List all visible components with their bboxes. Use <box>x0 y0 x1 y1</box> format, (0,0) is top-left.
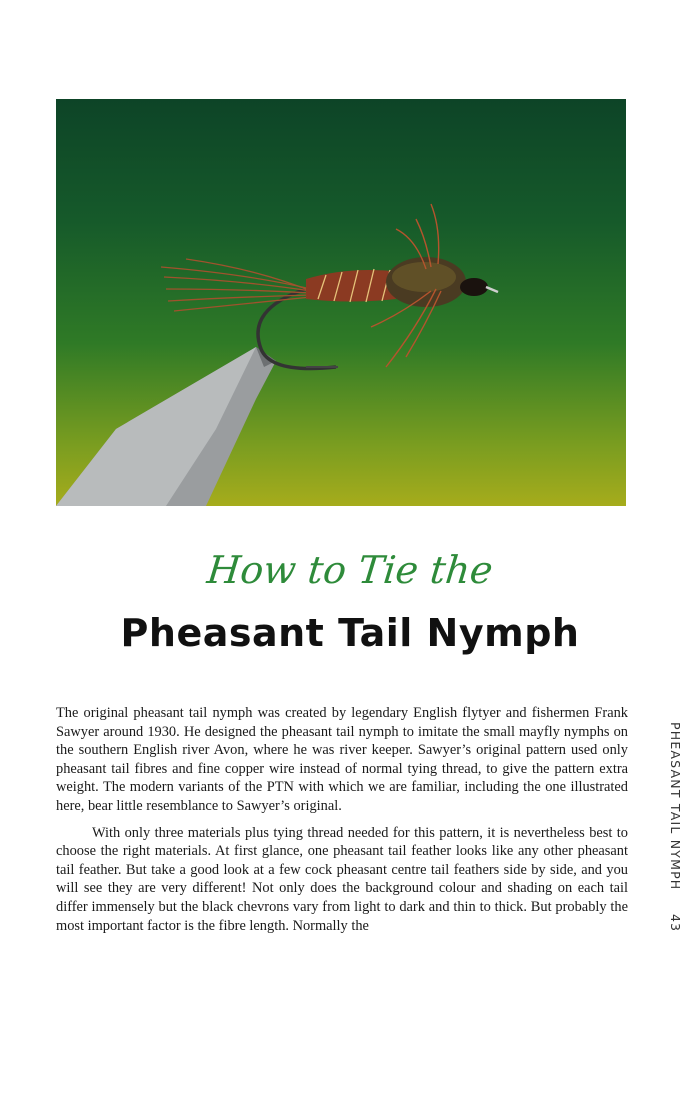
running-header-text: PHEASANT TAIL NYMPH <box>668 722 683 891</box>
running-header <box>668 722 690 932</box>
hook-eye <box>486 287 498 292</box>
page-number: 43 <box>668 914 683 932</box>
head <box>460 278 488 296</box>
heading-script-line: How to Tie the <box>205 548 495 592</box>
paragraph-2: With only three materials plus tying thread needed for this pattern, it is nevertheless best to choose the right materials. At first glance, one pheasant tail feather looks like any other pheasant tail feather. But take a good look at a few cock pheasant centre tail feathers side by side, and you will see they are very different! Not only does the background colour and shading on each tail differ immensely but the black chevrons vary from light to dark and thin to thick. But probably the most important factor is the fibre length. Normally the <box>56 824 628 934</box>
article-body <box>56 704 628 943</box>
tail-fibres <box>161 259 311 311</box>
fly-photo <box>56 99 626 506</box>
fly-illustration <box>56 99 626 506</box>
page-title: Pheasant Tail Nymph <box>120 611 580 655</box>
paragraph-1: The original pheasant tail nymph was created by legendary English flytyer and fishermen Frank Sawyer around 1930. He designed the pheasant tail nymph to imitate the small mayfly nymphs on the southern English river Avon, where he was river keeper. Sawyer’s original pattern used only pheasant tail fibres and fine copper wire instead of normal tying thread, to give the pattern extra weight. The modern variants of the PTN with which we are familiar, including the one illustrated here, bear little resemblance to Sawyer’s original. <box>56 705 628 814</box>
